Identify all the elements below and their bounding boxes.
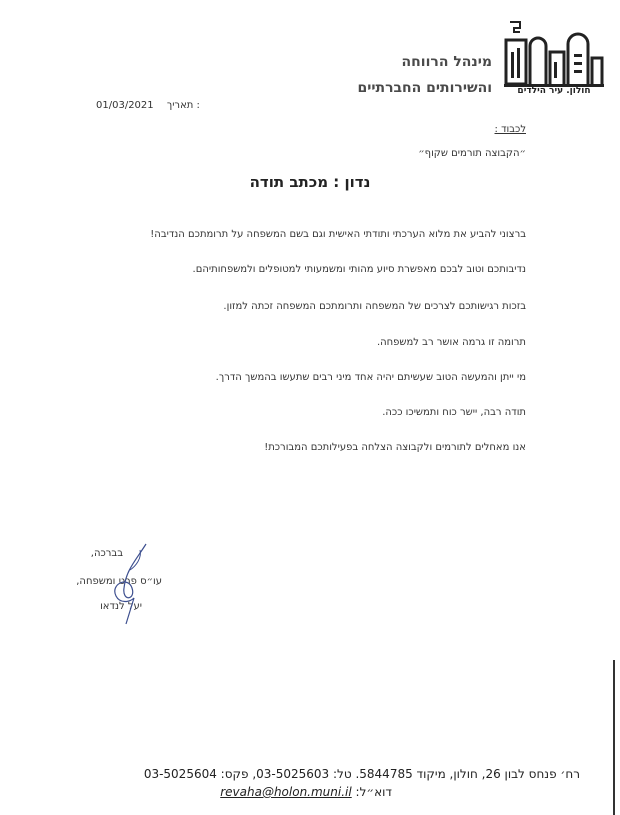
scan-edge-line [613, 660, 615, 815]
department-name-line2: והשירותים החברתיים [357, 80, 492, 96]
footer-address: רח׳ פנחס לבון 26, חולון, מיקוד 5844785. טל: 03-5025603, פקס: 03-5025604 [143, 767, 580, 781]
holon-logo [504, 18, 604, 110]
letter-subject: נדון : מכתב תודה [249, 173, 371, 191]
email-label: דוא״ל: [355, 785, 392, 799]
signature-name: יעל לנדאו [100, 601, 142, 612]
body-paragraph-5: מי ייתן והמעשה הטוב שעשיתם יהיה אחד מיני רבים שתעשו בהמשך הדרך. [215, 372, 526, 383]
body-paragraph-3: בזכות רגישותכם לצרכים של המשפחה ותרומתכם המשפחה זכתה למזון. [223, 301, 526, 312]
logo-caption: חולון. עיר הילדים [517, 86, 591, 96]
email-link[interactable]: revaha@holon.muni.il [220, 785, 352, 799]
signature-role: עו״ס פרט ומשפחה, [76, 576, 162, 587]
department-name-line1: מינהל הרווחה [401, 54, 492, 70]
addressee-name: ״הקבוצה תורמים שקוף״ [418, 148, 526, 159]
body-paragraph-6: תודה רבה, יישר כוח ותמשיכו ככה. [382, 407, 526, 418]
signature-closing: בברכה, [90, 548, 123, 559]
date-row [96, 100, 200, 111]
handwritten-signature-icon [96, 540, 156, 626]
body-paragraph-4: תרומה זו גרמה אושר רב למשפחה. [376, 337, 526, 348]
footer-email-row [220, 785, 392, 799]
body-paragraph-7: אנו מאחלים לתורמים ולקבוצה הצלחה בפעילותכם המבורכת! [264, 442, 526, 453]
body-paragraph-2: נדיבותכם וטוב לבכם מאפשרת סיוע מהותי ומשמעותי למטופלים ולמשפחותיהם. [192, 264, 526, 275]
addressee-label: לכבוד : [494, 124, 526, 135]
body-paragraph-1: ברצוני להביע את מלוא הערכתי ותודתי האישית וגם בשם המשפחה על תרומתכם הנדיבה! [150, 229, 526, 240]
date-label: תאריך : [166, 100, 200, 111]
date-value: 01/03/2021 [96, 100, 154, 111]
